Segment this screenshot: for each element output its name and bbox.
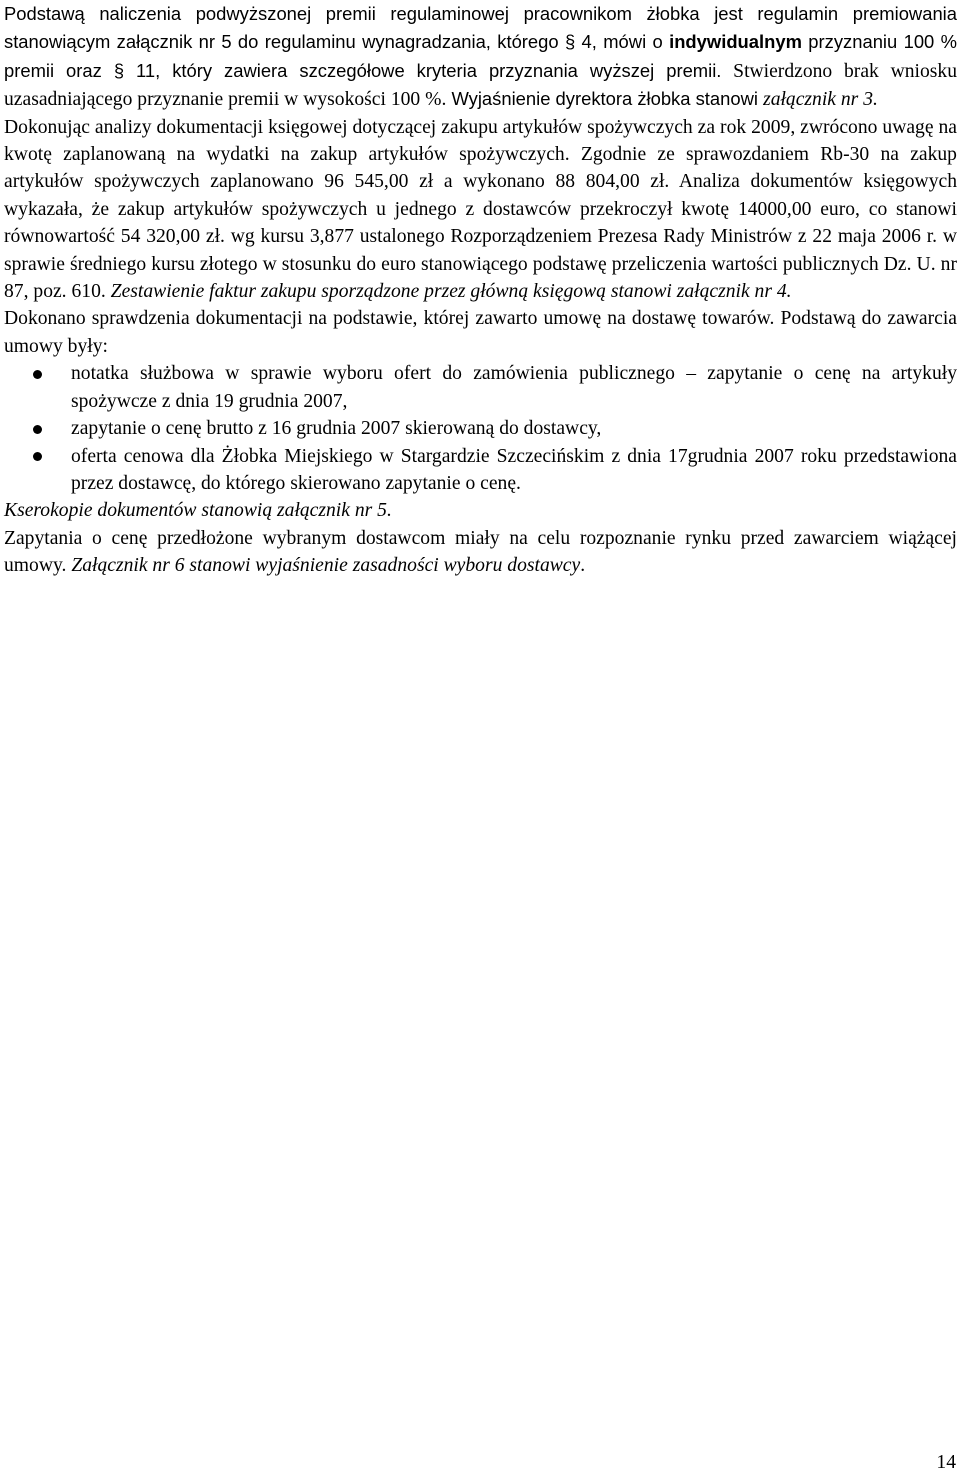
page-number: 14 xyxy=(936,1452,956,1473)
attachment-reference: załącznik nr 3. xyxy=(763,89,878,111)
paragraph-text: Dokonując analizy dokumentacji księgowej dotyczącej zakupu artykułów spożywczych za rok 2009, zwrócono uwagę na kwotę zaplanowaną na wydatki na zakup artykułów spożywczych. xyxy=(4,116,957,166)
paragraph-text: Stwierdzono brak wniosku uzasadniającego przyznanie premii w wysokości 100 %. xyxy=(4,60,957,111)
bullet-list xyxy=(4,360,957,497)
paragraph-text: przyznaniu 100 % premii oraz § 11, który zawiera szczegółowe kryteria przyznania wyższej premii. xyxy=(4,31,957,81)
paragraph-text: . xyxy=(580,555,586,577)
list-item xyxy=(4,443,957,498)
paragraph-text: Zapytania o cenę przedłożone wybranym dostawcom miały na celu rozpoznanie rynku przed zawarciem wiążącej umowy. xyxy=(4,527,957,577)
paragraph-contract-basis xyxy=(4,305,957,360)
attachment-reference: Kserokopie dokumentów stanowią załącznik nr 5. xyxy=(4,500,392,522)
paragraph-text: Podstawą naliczenia podwyższonej premii regulaminowej pracownikom żłobka jest regulamin premiowania stanowiącym załącznik nr 5 do regulaminu wynagradzania, którego § 4, mówi o xyxy=(4,3,957,53)
list-item-text: notatka służbowa w sprawie wyboru ofert do zamówienia publicznego – zapytanie o cenę na artykuły spożywcze z dnia 19 grudnia 2007, xyxy=(71,363,957,412)
list-item-text: zapytanie o cenę brutto z 16 grudnia 2007 skierowaną do dostawcy, xyxy=(71,418,602,440)
paragraph-text: Zgodnie ze sprawozdaniem Rb-30 na zakup artykułów spożywczych zaplanowano 96 545,00 zł a wykonano 88 804,00 zł. Analiza dokumentów księgowych wykazała, że zakup artykułów spożywczych u jednego z dostawców przekroczył kwotę 14000,00 euro, co stanowi równowartość 54 320,00 zł. wg kursu 3,877 ustalonego Rozporządzeniem Prezesa Rady Ministrów z 22 maja 2006 r. w sprawie średniego kursu złotego w stosunku do euro stanowiącego podstawę przeliczenia wartości publicznych Dz. U. nr 87, poz. 610. xyxy=(4,144,957,303)
paragraph-bonus-regulations xyxy=(4,0,957,114)
list-item-text: oferta cenowa dla Żłobka Miejskiego w Stargardzie Szczecińskim z dnia 17grudnia 2007 roku przedstawiona przez dostawcę, do którego skierowano zapytanie o cenę. xyxy=(71,445,957,494)
paragraph-food-purchase-analysis xyxy=(4,114,957,306)
paragraph-text: Wyjaśnienie dyrektora żłobka stanowi xyxy=(446,88,764,110)
bullet-icon xyxy=(33,370,42,379)
paragraph-text: Dokonano sprawdzenia dokumentacji na podstawie, której zawarto umowę na dostawę towarów. Podstawą do zawarcia umowy były: xyxy=(4,308,957,357)
bullet-icon xyxy=(33,452,42,461)
bold-text: indywidualnym xyxy=(669,31,802,53)
list-item xyxy=(4,415,957,442)
list-item xyxy=(4,360,957,415)
attachment-reference: Zestawienie faktur zakupu sporządzone przez główną księgową stanowi załącznik nr 4. xyxy=(105,281,792,303)
bullet-icon xyxy=(33,425,42,434)
bold-term xyxy=(669,31,802,52)
paragraph-price-inquiries xyxy=(4,525,957,580)
document-body xyxy=(4,0,957,580)
paragraph-copies-note xyxy=(4,497,957,524)
attachment-reference: Załącznik nr 6 stanowi wyjaśnienie zasadności wyboru dostawcy xyxy=(66,555,581,577)
